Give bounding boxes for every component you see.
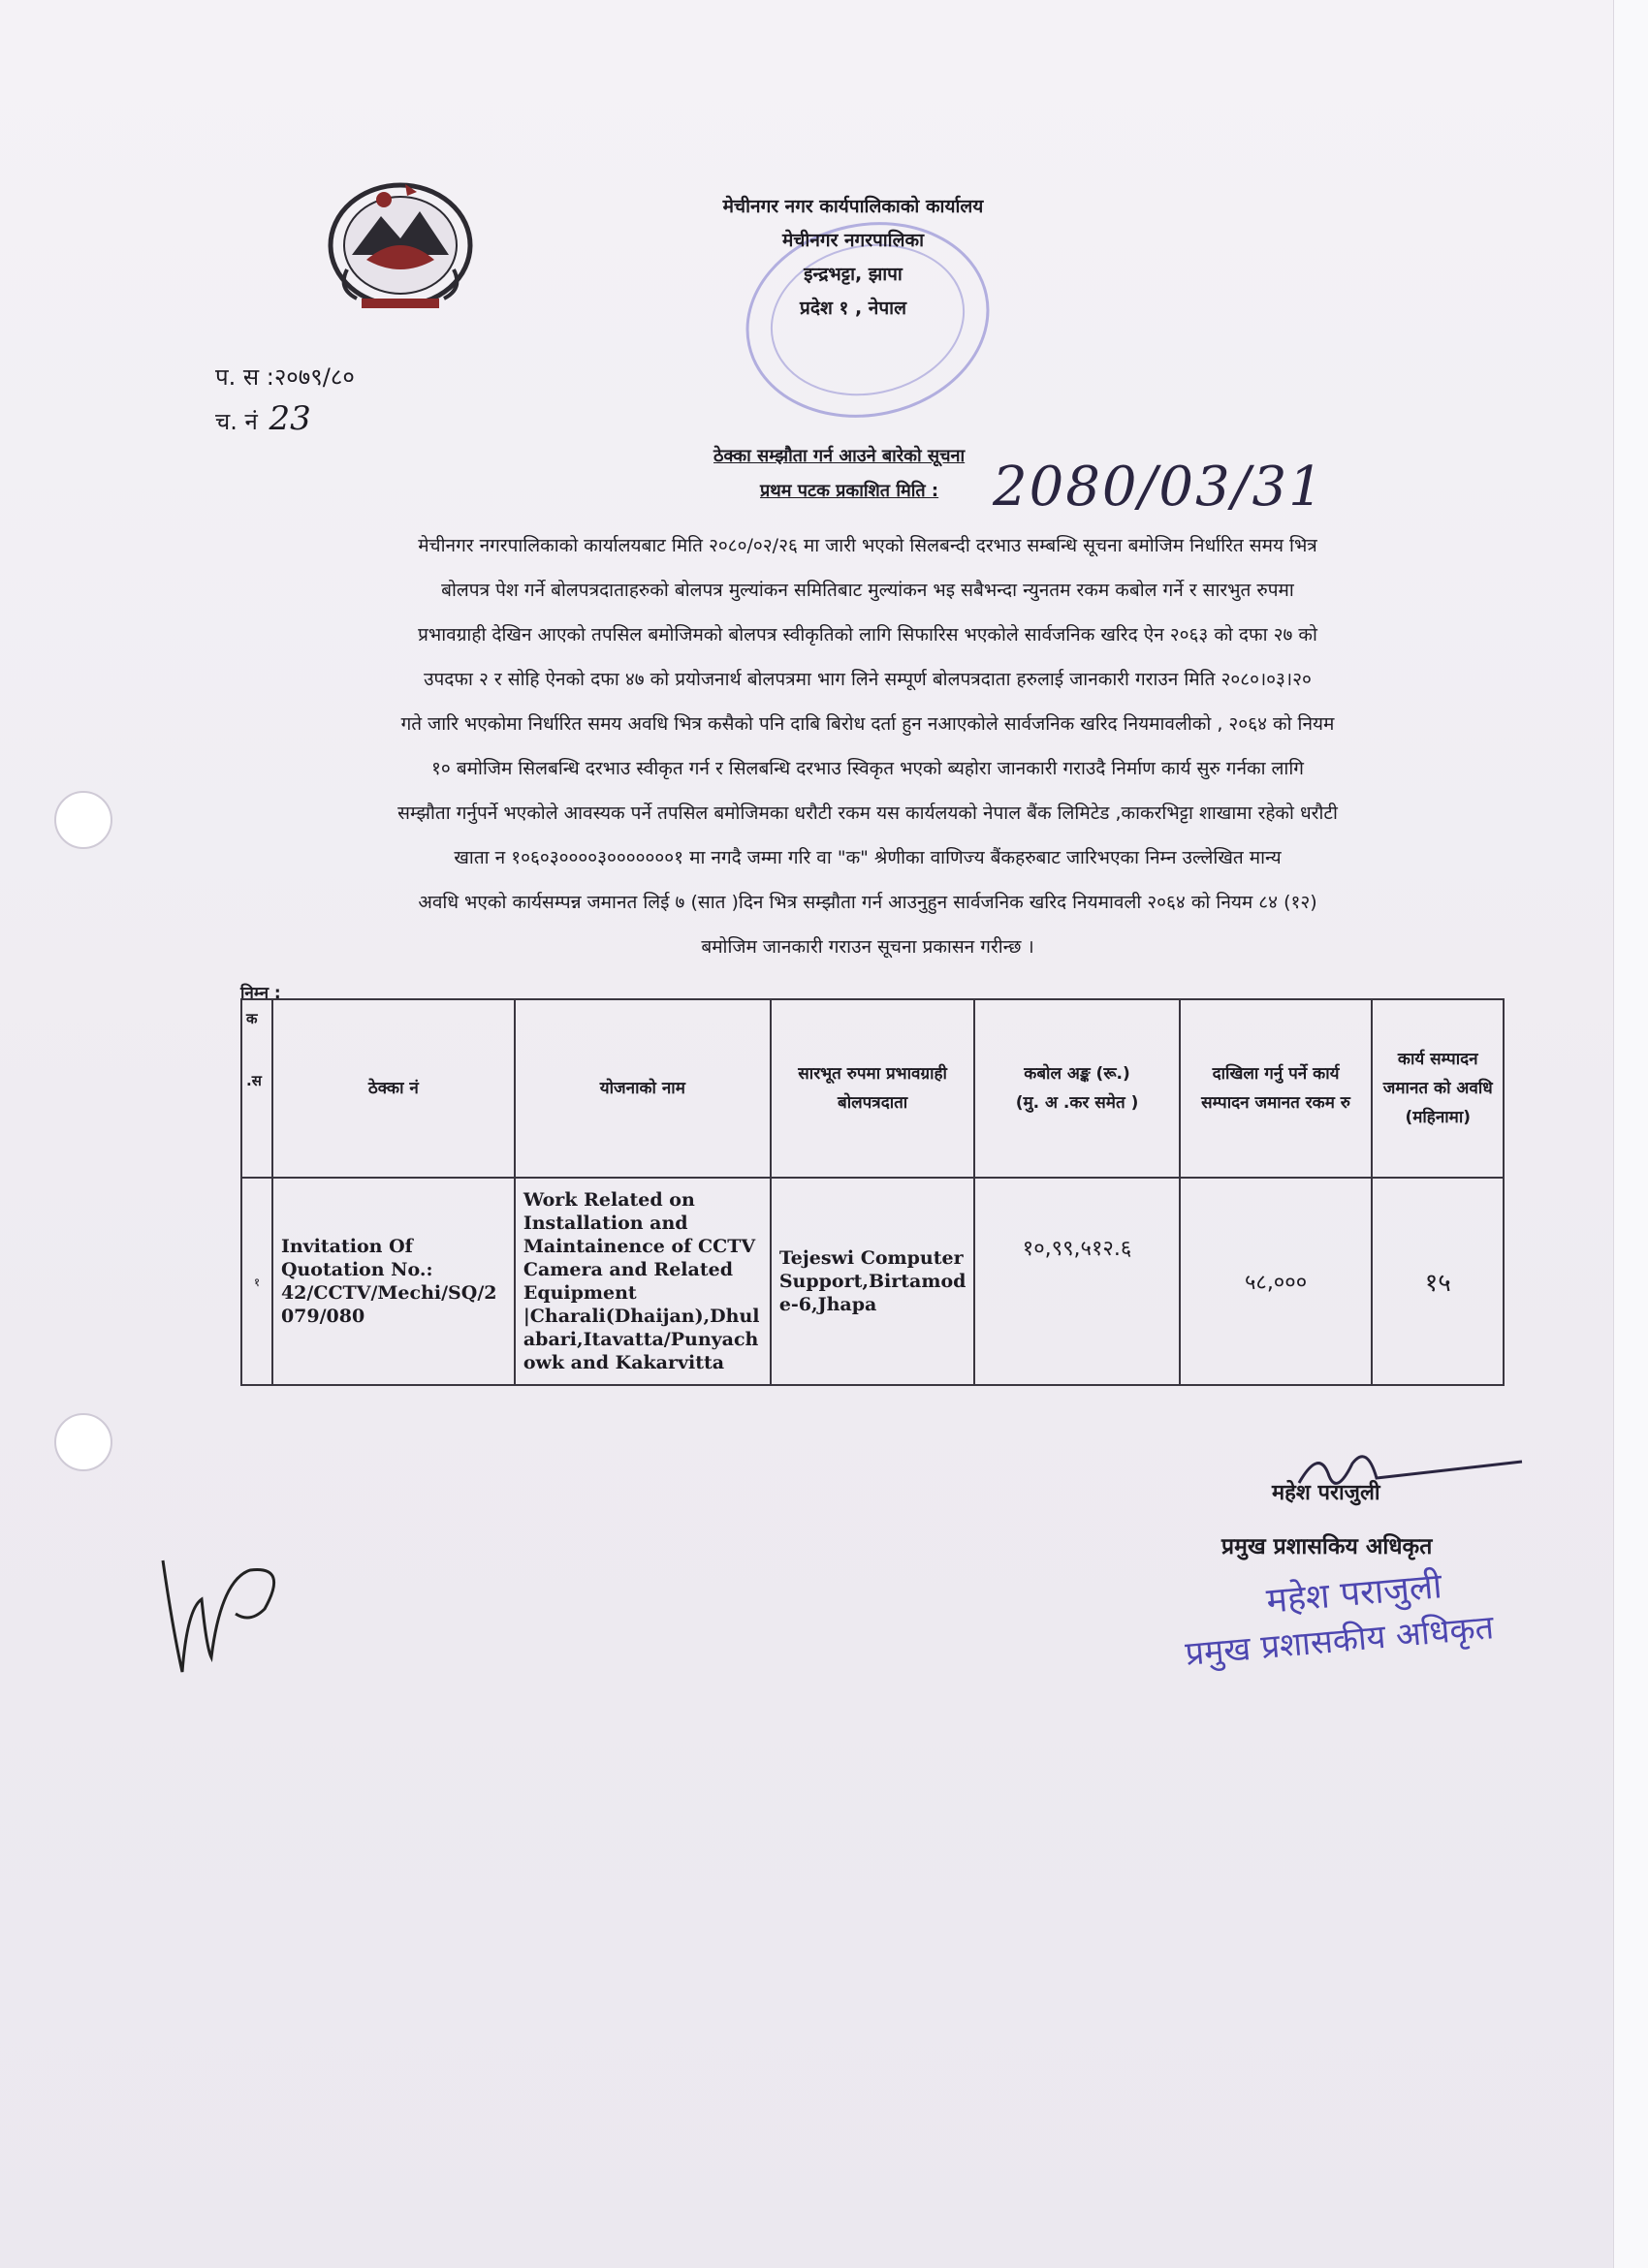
cell-guarantee: ५८,००० [1180, 1178, 1373, 1385]
nepal-emblem-icon [308, 163, 492, 318]
body-line: गते जारि भएकोमा निर्धारित समय अवधि भित्र कसैको पनि दाबि बिरोध दर्ता हुन नआएकोले सार्वजनिक खरिद नियमावलीको , २०६४ को नियम [400, 713, 1335, 735]
cell-bidder: Tejeswi Computer Support,Birtamod e-6,Jhapa [771, 1178, 975, 1385]
header-sn [241, 999, 272, 1178]
header-line-municipality: मेचीनगर नगरपालिका [781, 230, 925, 251]
body-line: प्रभावग्राही देखिन आएको तपसिल बमोजिमको बोलपत्र स्वीकृतिको लागि सिफारिस भएकोले सार्वजनिक खरिद ऐन २०६३ को दफा २७ को [418, 624, 1317, 646]
header-contract-no: ठेक्का नं [272, 999, 515, 1178]
body-line: सम्झौता गर्नुपर्ने भएकोले आवस्यक पर्ने तपसिल बमोजिमका धरौटी रकम यस कार्यलयको नेपाल बैंक लिमिटेड ,काकरभिट्टा शाखामा रहेको धरौटी [397, 803, 1338, 824]
patra-sankhya: प. स :२०७९/८० [215, 363, 355, 391]
body-line: मेचीनगर नगरपालिकाको कार्यालयबाट मिति २०८०/०२/२६ मा जारी भएको सिलबन्दी दरभाउ सम्बन्धि सूचना बमोजिम निर्धारित समय भित्र [418, 535, 1317, 556]
body-line: खाता न १०६०३००००३०००००००१ मा नगदै जम्मा गरि वा "क" श्रेणीका वाणिज्य बैंकहरुबाट जारिभएका निम्न उल्लेखित मान्य [454, 847, 1282, 868]
chalani-number: 23 [269, 399, 311, 438]
body-line: उपदफा २ र सोहि ऐनको दफा ४७ को प्रयोजनार्थ बोलपत्रमा भाग लिने सम्पूर्ण बोलपत्रदाता हरुलाई जानकारी गराउन मिति २०८०।०३।२० [424, 669, 1312, 690]
published-date: 2080/03/31 [993, 456, 1325, 519]
table-caption: निम्न : [240, 984, 281, 1003]
cell-contract-no: Invitation Of Quotation No.: 42/CCTV/Mechi/SQ/2 079/080 [272, 1178, 515, 1385]
header-line-location: इन्द्रभट्टा, झापा [804, 264, 903, 285]
body-line: अवधि भएको कार्यसम्पन्न जमानत लिई ७ (सात )दिन भित्र सम्झौता गर्न आउनुहुन सार्वजनिक खरिद नियमावली २०६४ को नियम ८४ (१२) [418, 892, 1317, 913]
body-line: बमोजिम जानकारी गराउन सूचना प्रकासन गरीन्छ । [701, 936, 1034, 958]
body-line: बोलपत्र पेश गर्ने बोलपत्रदाताहरुको बोलपत्र मुल्यांकन समितिबाट मुल्यांकन भइ सबैभन्दा न्युनतम रकम कबोल गर्ने र सारभुत रुपमा [441, 580, 1294, 601]
header-amount-line2: (मु. अ .कर समेत ) [1015, 1093, 1139, 1113]
cell-amount: १०,९९,५१२.६ [974, 1178, 1179, 1385]
header-bidder: सारभूत रुपमा प्रभावग्राही बोलपत्रदाता [771, 999, 975, 1178]
cell-validity: १५ [1372, 1178, 1504, 1385]
cell-sn: १ [241, 1178, 272, 1385]
header-project-name: योजनाको नाम [515, 999, 771, 1178]
chalani-label: च. नं [215, 408, 258, 435]
header-sn-top: क [246, 1010, 258, 1027]
notice-body [242, 523, 1493, 969]
stamp-title: प्रमुख प्रशासकीय अधिकृत [1184, 1608, 1496, 1674]
notice-title: ठेक्का सम्झौता गर्न आउने बारेको सूचना [713, 446, 966, 466]
table-header-row [241, 999, 1504, 1178]
header-amount [974, 999, 1179, 1178]
handwritten-initials [143, 1541, 299, 1686]
punch-hole-bottom [54, 1413, 112, 1471]
scanner-edge [1613, 0, 1648, 2268]
punch-hole-top [54, 791, 112, 849]
office-header [679, 190, 1028, 326]
contract-table [240, 998, 1505, 1386]
cell-project-name: Work Related on Installation and Maintainence of CCTV Camera and Related Equipment |Charali(Dhaijan),Dhul abari,Itavatta/Punyach owk and Kakarvitta [515, 1178, 771, 1385]
published-label: प्रथम पटक प्रकाशित मिति : [760, 481, 939, 501]
table-row [241, 1178, 1504, 1385]
header-guarantee: दाखिला गर्नु पर्ने कार्य सम्पादन जमानत रकम रु [1180, 999, 1373, 1178]
header-amount-line1: कबोल अङ्क (रू.) [1024, 1064, 1130, 1084]
stamp-name: महेश पराजुली [1264, 1566, 1444, 1622]
header-sn-bottom: .स [246, 1072, 262, 1089]
signatory-name: महेश पराजुली [1272, 1481, 1380, 1505]
chalani-number-line [215, 399, 311, 438]
signatory-title: प्रमुख प्रशासकिय अधिकृत [1221, 1534, 1433, 1559]
body-line: १० बमोजिम सिलबन्धि दरभाउ स्वीकृत गर्न र सिलबन्धि दरभाउ स्विकृत भएको ब्यहोरा जानकारी गराउदै निर्माण कार्य सुरु गर्नका लागि [431, 758, 1304, 779]
header-validity: कार्य सम्पादन जमानत को अवधि (महिनामा) [1372, 999, 1504, 1178]
header-line-office: मेचीनगर नगर कार्यपालिकाको कार्यालय [722, 196, 984, 217]
header-line-province: प्रदेश १ , नेपाल [800, 298, 906, 319]
